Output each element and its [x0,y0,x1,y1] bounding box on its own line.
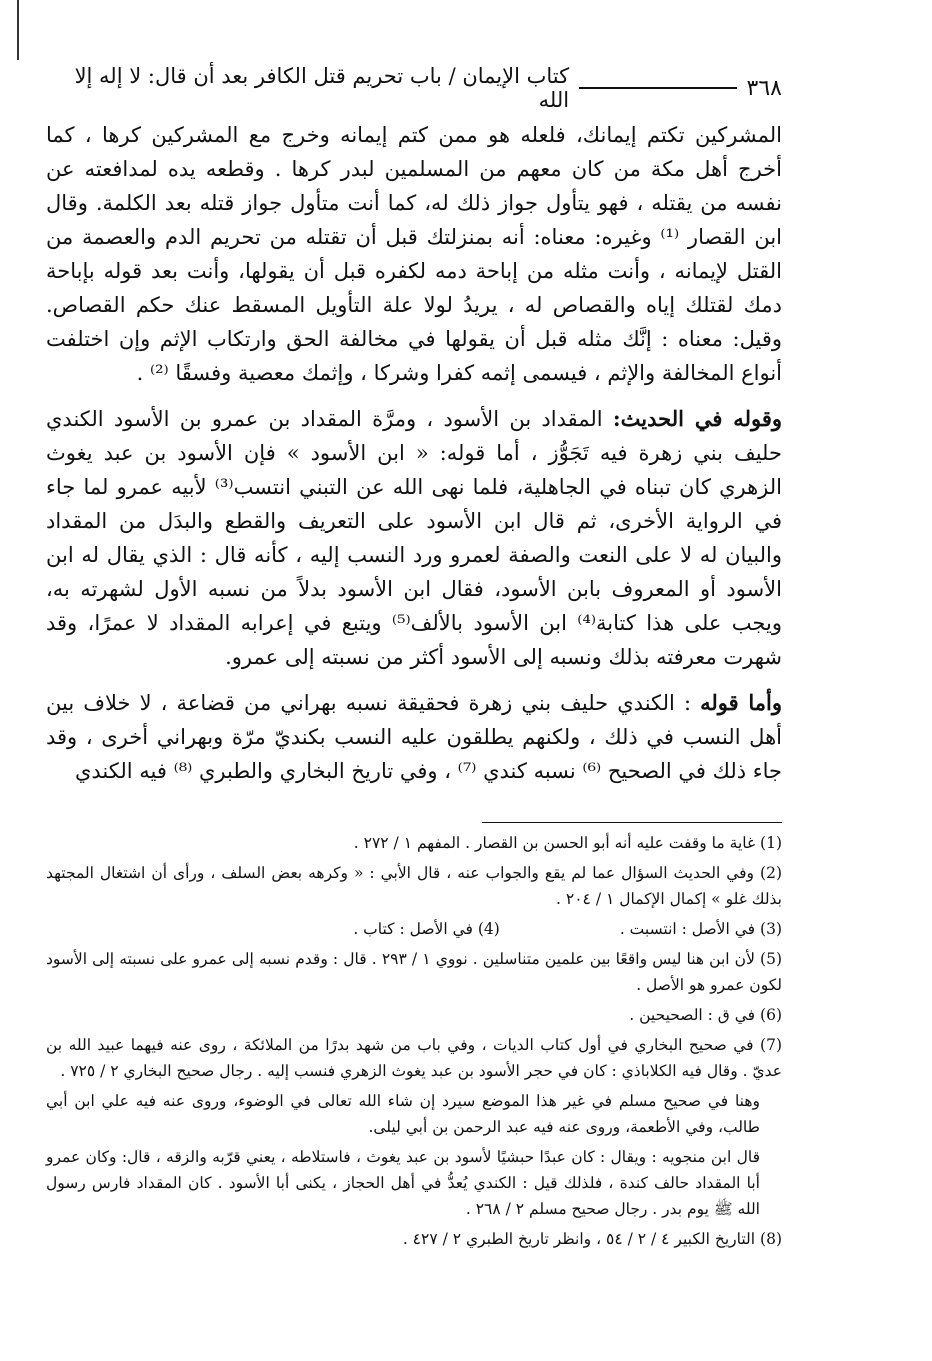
footnote-1: (1) غاية ما وقفت عليه أنه أبو الحسن بن القصار . المفهم ١ / ٢٧٢ . [353,834,782,852]
footnote-4: (4) في الأصل : كتاب . [353,920,500,938]
paragraph-3-body: : الكندي حليف بني زهرة فحقيقة نسبه بهراني من قضاعة ، لا خلاف بين أهل النسب في ذلك ، ولكنهم يطلقون عليه النسب بكنديّ مرّة وبهراني أخرى ، وقد جاء ذلك في الصحيح ⁽⁶⁾ نسبه كندي ⁽⁷⁾ ، وفي تاريخ البخاري والطبري ⁽⁸⁾ فيه الكندي [46,691,782,783]
footnote-8: (8) التاريخ الكبير ٤ / ٢ / ٥٤ ، وانظر تاريخ الطبري ٢ / ٤٢٧ . [402,1230,782,1248]
paragraph-3 [46,686,782,788]
running-header [46,64,782,112]
header-title-wrap [46,64,782,112]
footnote-row-3-4 [46,916,782,946]
footnote-7-continued: وهنا في صحيح مسلم في غير هذا الموضع سيرد إن شاء الله تعالى في الوضوء، وروى عنه فيه علي ابن أبي طالب، وفي الأطعمة، وروى عنه فيه عبد الرحمن بن أبي ليلى. [46,1092,760,1136]
footnote-7: (7) في صحيح البخاري في أول كتاب الديات ، وفي باب من شهد بدرًا من الملائكة ، روى عنه فيهما عبيد الله بن عديّ . وقال فيه الكلاباذي : كان في حجر الأسود بن عبد يغوث الزهري فنسب إليه . رجال صحيح البخاري ٢ / ٧٢٥ . [46,1036,782,1080]
binding-line [17,0,19,60]
footnotes [46,830,782,1256]
paragraph-2-lead: وقوله في الحديث: [612,406,782,431]
main-text [46,118,782,800]
footnote-5: (5) لأن ابن هنا ليس واقعًا بين علمين متناسلين . نووي ١ / ٢٩٣ . قال : وقدم نسبه إلى عمرو على نسبته إلى الأسود لكون عمرو هو الأصل . [46,950,782,994]
page-number: ٣٦٨ [746,75,782,101]
footnote-7-continued-2: قال ابن منجويه : ويقال : كان عبدًا حبشيًا لأسود بن عبد يغوث ، فاستلاطه ، يعني قرّبه والزقه ، قال: وكان عمرو أبا المقداد حالف كندة ، فلذلك قيل : الكندي يُعدُّ في أهل الحجاز ، يكنى أبا الأسود . كان المقداد فارس رسول الله ﷺ يوم بدر . رجال صحيح مسلم ٢ / ٢٦٨ . [46,1148,760,1218]
footnote-separator [482,822,782,823]
paragraph-2 [46,402,782,674]
footnote-2: (2) وفي الحديث السؤال عما لم يقع والجواب عنه ، قال الأبي : « وكرهه بعض السلف ، ورأى أن اشتغال المجتهد بذلك غلو » إكمال الإكمال ١ / ٢٠٤ . [46,864,782,908]
header-title: كتاب الإيمان / باب تحريم قتل الكافر بعد أن قال: لا إله إلا الله [74,64,570,112]
paragraph-2-body: المقداد بن الأسود ، ومرَّة المقداد بن عمرو بن الأسود الكندي حليف بني زهرة فيه تَجَوُّز ، أما قوله: « ابن الأسود » فإن الأسود بن عبد يغوث الزهري كان تبناه في الجاهلية، فلما نهى الله عن التبني انتسب⁽³⁾ لأبيه عمرو لما جاء في الرواية الأخرى، ثم قال ابن الأسود على التعريف والقطع والبدَل من المقداد والبيان له لا على النعت والصفة لعمرو ورد النسب إليه ، كأنه قال : الذي يقال له ابن الأسود أو المعروف بابن الأسود، فقال ابن الأسود بدلاً من نسبه الأول لشهرته به، ويجب على هذا كتابة⁽⁴⁾ ابن الأسود بالألف⁽⁵⁾ ويتبع في إعرابه المقداد لا عمرًا، وقد شهرت معرفته بذلك ونسبه إلى الأسود أكثر من نسبته إلى عمرو. [46,407,782,669]
header-dash [579,87,736,89]
footnote-6: (6) في ق : الصحيحين . [629,1006,782,1024]
footnote-3: (3) في الأصل : انتسبت . [619,920,782,938]
paragraph-3-lead: وأما قوله [700,690,782,715]
paragraph-1: المشركين تكتم إيمانك، فلعله هو ممن كتم إيمانه وخرج مع المشركين كرها ، كما أخرج أهل مكة من كان معهم من المسلمين لبدر كرها . وقطعه يده لمدافعته عن نفسه من يقتله ، فهو يتأول جواز ذلك له، كما أنت متأول جواز قتله بعد الكلمة. وقال ابن القصار ⁽¹⁾ وغيره: معناه: أنه بمنزلتك قبل أن تقتله من تحريم الدم والعصمة من القتل لإيمانه ، وأنت مثله من إباحة دمه لكفره قبل أن يقولها، وأنت بعد قوله بإباحة دمك لقتلك إياه والقصاص له ، يريدُ لولا علة التأويل المسقط عنك حكم القصاص. وقيل: معناه : إنَّك مثله قبل أن يقولها في مخالفة الحق وارتكاب الإثم وإن اختلفت أنواع المخالفة والإثم ، فيسمى إثمه كفرا وشركا ، وإثمك معصية وفسقًا ⁽²⁾ . [46,123,782,385]
